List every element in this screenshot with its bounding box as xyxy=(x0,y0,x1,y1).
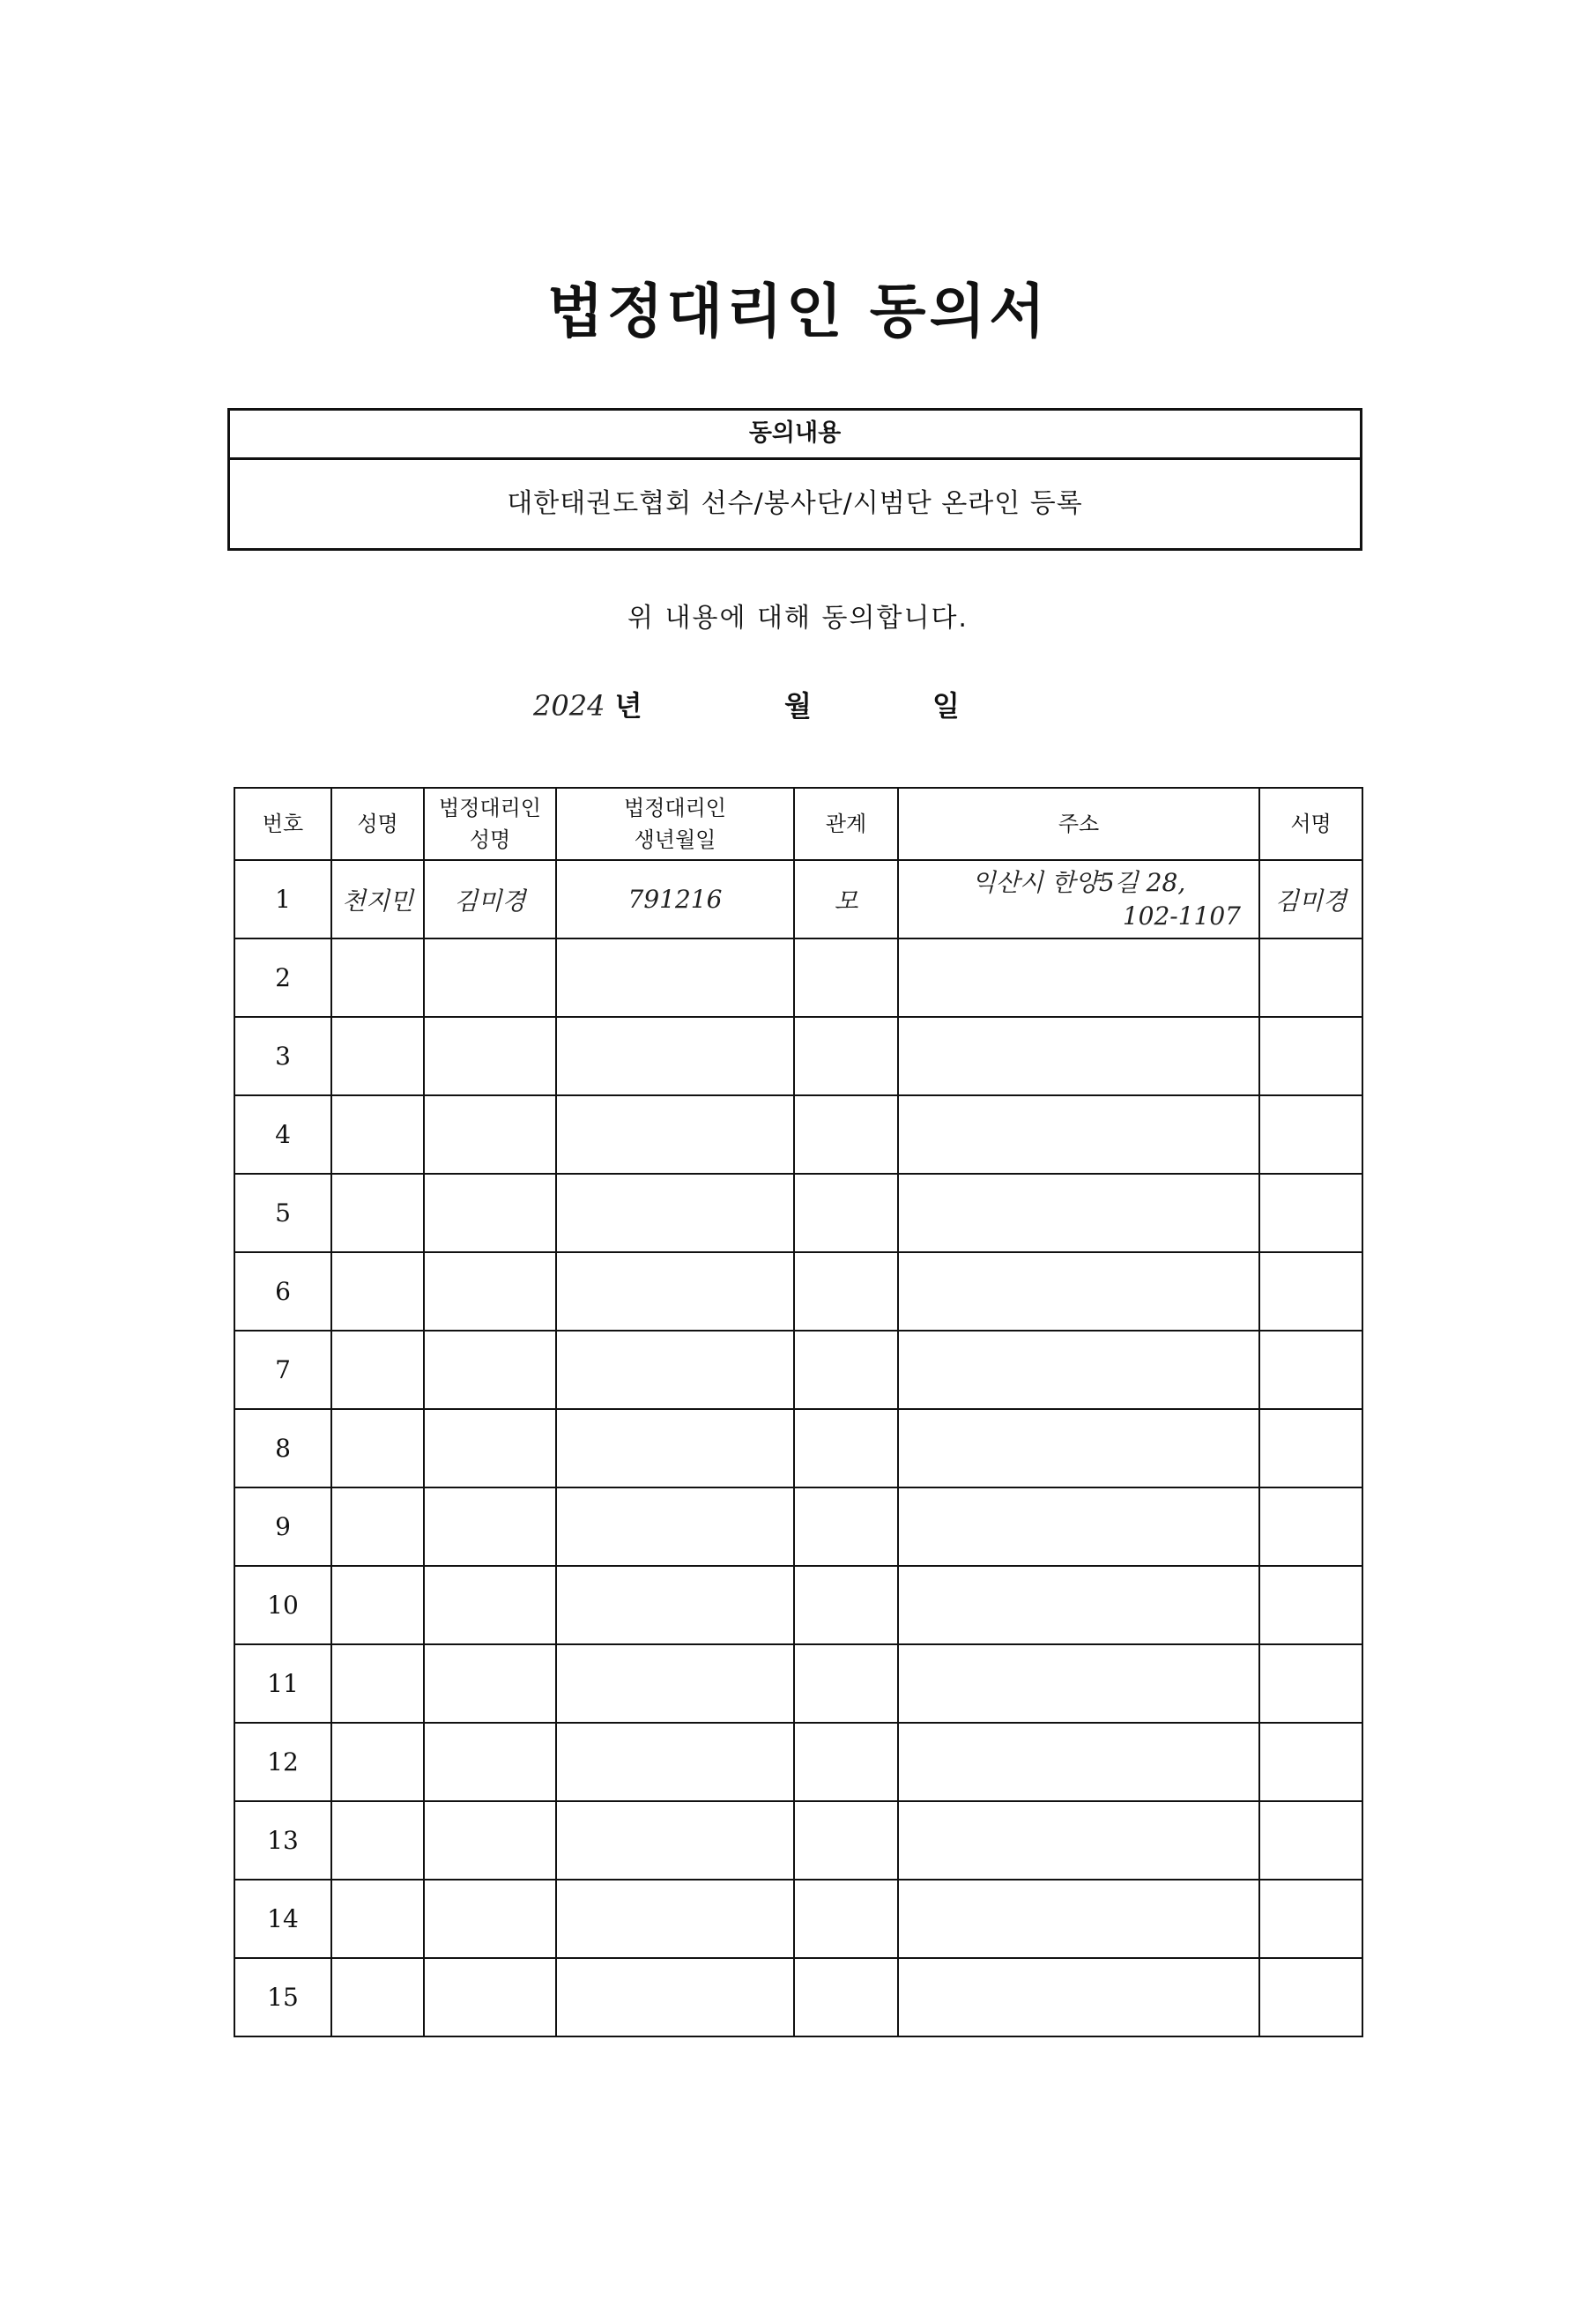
cell-relation xyxy=(794,1017,898,1095)
cell-address xyxy=(898,860,1259,938)
document-title: 법정대리인 동의서 xyxy=(546,278,1050,345)
cell-signature xyxy=(1259,1880,1362,1958)
table-row xyxy=(234,1095,1362,1174)
cell-relation xyxy=(794,1331,898,1409)
table-row xyxy=(234,1958,1362,2036)
cell-guardian-name xyxy=(424,1252,556,1331)
year-value: 2024 xyxy=(533,689,605,723)
cell-number: 11 xyxy=(234,1644,331,1723)
cell-guardian-name xyxy=(424,1409,556,1487)
cell-signature xyxy=(1259,1017,1362,1095)
header-name: 성명 xyxy=(331,788,424,860)
cell-guardian-name: 김미경 xyxy=(424,860,556,938)
cell-number: 12 xyxy=(234,1723,331,1801)
cell-guardian-birth xyxy=(556,1331,794,1409)
table-row xyxy=(234,1331,1362,1409)
cell-number: 14 xyxy=(234,1880,331,1958)
cell-relation xyxy=(794,1095,898,1174)
table-row xyxy=(234,860,1362,938)
cell-name xyxy=(331,1252,424,1331)
cell-address xyxy=(898,1566,1259,1644)
cell-relation xyxy=(794,1252,898,1331)
cell-signature xyxy=(1259,1723,1362,1801)
cell-guardian-birth xyxy=(556,1566,794,1644)
cell-address xyxy=(898,1487,1259,1566)
cell-relation xyxy=(794,1644,898,1723)
table-row xyxy=(234,1566,1362,1644)
cell-guardian-name xyxy=(424,1174,556,1252)
cell-guardian-name xyxy=(424,1644,556,1723)
day-label: 일 xyxy=(932,689,960,723)
header-guardian-birth: 법정대리인 생년월일 xyxy=(556,788,794,860)
cell-name: 천지민 xyxy=(331,860,424,938)
cell-guardian-birth xyxy=(556,1723,794,1801)
date-year xyxy=(533,684,642,724)
table-row xyxy=(234,1723,1362,1801)
cell-address xyxy=(898,1252,1259,1331)
cell-signature xyxy=(1259,1487,1362,1566)
cell-address xyxy=(898,1409,1259,1487)
cell-address xyxy=(898,1017,1259,1095)
header-address: 주소 xyxy=(898,788,1259,860)
table-row xyxy=(234,1644,1362,1723)
cell-signature: 김미경 xyxy=(1259,860,1362,938)
cell-address xyxy=(898,938,1259,1017)
cell-name xyxy=(331,1095,424,1174)
month-label: 월 xyxy=(784,689,812,723)
cell-number: 6 xyxy=(234,1252,331,1331)
table-row xyxy=(234,1252,1362,1331)
cell-guardian-name xyxy=(424,1723,556,1801)
cell-signature xyxy=(1259,1801,1362,1880)
table-body xyxy=(234,860,1362,2036)
cell-address xyxy=(898,1723,1259,1801)
cell-signature xyxy=(1259,1566,1362,1644)
table-row xyxy=(234,1487,1362,1566)
cell-name xyxy=(331,938,424,1017)
cell-relation xyxy=(794,1723,898,1801)
cell-relation xyxy=(794,1487,898,1566)
table-row xyxy=(234,1801,1362,1880)
cell-number: 15 xyxy=(234,1958,331,2036)
cell-guardian-birth xyxy=(556,1174,794,1252)
cell-name xyxy=(331,1331,424,1409)
guardian-roster-table xyxy=(234,787,1363,2037)
consent-content-header: 동의내용 xyxy=(230,411,1360,460)
cell-name xyxy=(331,1880,424,1958)
cell-guardian-name xyxy=(424,1487,556,1566)
cell-name xyxy=(331,1801,424,1880)
consent-content-box xyxy=(227,408,1362,551)
cell-number: 7 xyxy=(234,1331,331,1409)
cell-signature xyxy=(1259,1095,1362,1174)
cell-number: 3 xyxy=(234,1017,331,1095)
consent-content-body: 대한태권도협회 선수/봉사단/시범단 온라인 등록 xyxy=(507,488,1083,519)
cell-name xyxy=(331,1958,424,2036)
header-number: 번호 xyxy=(234,788,331,860)
cell-number: 9 xyxy=(234,1487,331,1566)
table-header-row xyxy=(234,788,1362,860)
cell-guardian-birth xyxy=(556,1017,794,1095)
cell-address xyxy=(898,1174,1259,1252)
cell-guardian-name xyxy=(424,1566,556,1644)
cell-relation xyxy=(794,1566,898,1644)
table-row xyxy=(234,938,1362,1017)
cell-address xyxy=(898,1095,1259,1174)
cell-guardian-birth xyxy=(556,1252,794,1331)
cell-name xyxy=(331,1409,424,1487)
cell-guardian-birth xyxy=(556,1644,794,1723)
cell-name xyxy=(331,1566,424,1644)
cell-guardian-name xyxy=(424,938,556,1017)
cell-signature xyxy=(1259,1409,1362,1487)
cell-relation xyxy=(794,1801,898,1880)
header-guardian-name: 법정대리인 성명 xyxy=(424,788,556,860)
table-row xyxy=(234,1017,1362,1095)
table-row xyxy=(234,1880,1362,1958)
cell-guardian-name xyxy=(424,1017,556,1095)
cell-number: 1 xyxy=(234,860,331,938)
table-row xyxy=(234,1174,1362,1252)
header-signature: 서명 xyxy=(1259,788,1362,860)
address-line-1: 익산시 한양5길 28, xyxy=(971,867,1186,897)
cell-signature xyxy=(1259,1958,1362,2036)
cell-relation xyxy=(794,938,898,1017)
cell-address xyxy=(898,1958,1259,2036)
cell-number: 5 xyxy=(234,1174,331,1252)
year-label: 년 xyxy=(614,689,642,723)
cell-name xyxy=(331,1723,424,1801)
cell-guardian-birth xyxy=(556,1880,794,1958)
table-row xyxy=(234,1409,1362,1487)
cell-number: 13 xyxy=(234,1801,331,1880)
cell-number: 10 xyxy=(234,1566,331,1644)
cell-guardian-birth xyxy=(556,1487,794,1566)
cell-signature xyxy=(1259,938,1362,1017)
cell-guardian-name xyxy=(424,1880,556,1958)
cell-relation xyxy=(794,1880,898,1958)
cell-signature xyxy=(1259,1252,1362,1331)
cell-number: 2 xyxy=(234,938,331,1017)
cell-name xyxy=(331,1017,424,1095)
cell-guardian-birth xyxy=(556,938,794,1017)
address-line-2: 102-1107 xyxy=(1122,901,1241,931)
cell-guardian-name xyxy=(424,1801,556,1880)
cell-address xyxy=(898,1331,1259,1409)
cell-guardian-name xyxy=(424,1958,556,2036)
cell-relation xyxy=(794,1409,898,1487)
cell-name xyxy=(331,1174,424,1252)
cell-guardian-birth: 791216 xyxy=(556,860,794,938)
agreement-statement: 위 내용에 대해 동의합니다. xyxy=(627,603,969,634)
cell-guardian-birth xyxy=(556,1409,794,1487)
cell-name xyxy=(331,1644,424,1723)
cell-name xyxy=(331,1487,424,1566)
cell-number: 4 xyxy=(234,1095,331,1174)
cell-guardian-birth xyxy=(556,1095,794,1174)
cell-guardian-name xyxy=(424,1331,556,1409)
cell-relation xyxy=(794,1174,898,1252)
cell-guardian-birth xyxy=(556,1801,794,1880)
cell-address xyxy=(898,1644,1259,1723)
header-relation: 관계 xyxy=(794,788,898,860)
cell-relation: 모 xyxy=(794,860,898,938)
cell-address xyxy=(898,1880,1259,1958)
cell-guardian-birth xyxy=(556,1958,794,2036)
cell-number: 8 xyxy=(234,1409,331,1487)
cell-signature xyxy=(1259,1174,1362,1252)
cell-relation xyxy=(794,1958,898,2036)
cell-address xyxy=(898,1801,1259,1880)
cell-signature xyxy=(1259,1644,1362,1723)
cell-signature xyxy=(1259,1331,1362,1409)
cell-guardian-name xyxy=(424,1095,556,1174)
